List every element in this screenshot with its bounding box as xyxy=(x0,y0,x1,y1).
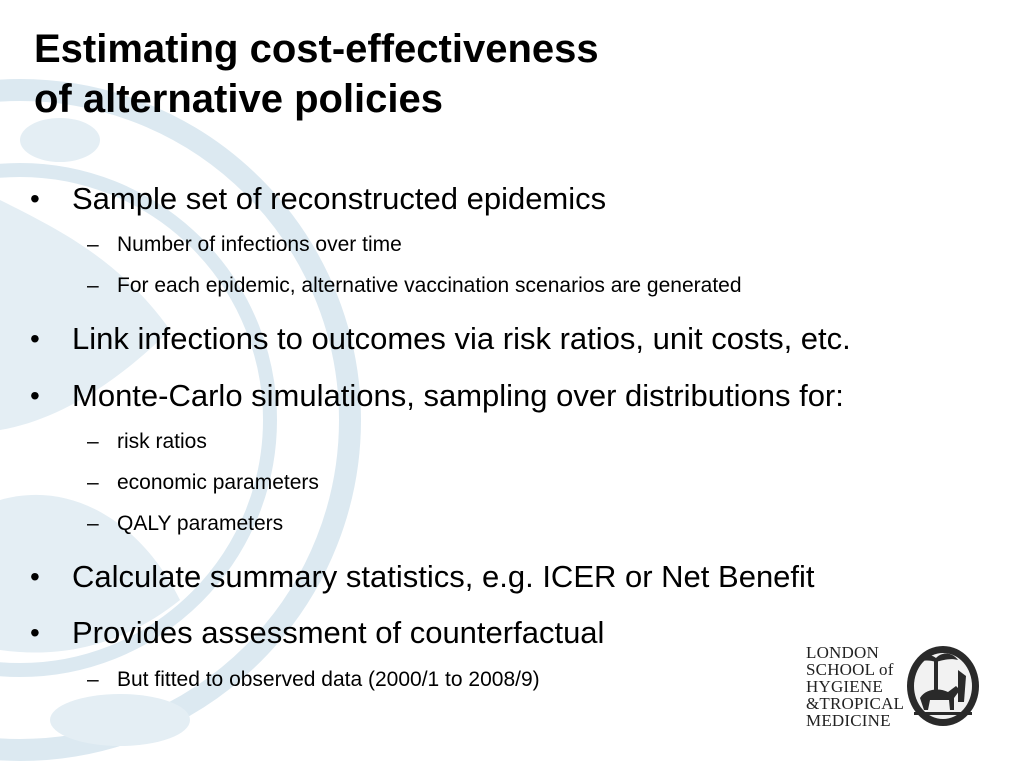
bullet-text: Provides assessment of counterfactual xyxy=(72,615,605,650)
logo-line: LONDON xyxy=(806,643,879,662)
sub-bullet-text: risk ratios xyxy=(117,430,207,453)
sub-bullet-item xyxy=(87,429,207,455)
logo-wordmark xyxy=(806,644,904,729)
sub-bullet-item xyxy=(87,232,402,258)
sub-bullet-text: For each epidemic, alternative vaccination scenarios are generated xyxy=(117,274,742,297)
crest-icon xyxy=(904,640,982,728)
sub-bullet-marker: – xyxy=(87,430,99,453)
bullet-text: Sample set of reconstructed epidemics xyxy=(72,181,607,216)
sub-bullet-marker: – xyxy=(87,471,99,494)
bullet-item xyxy=(30,320,851,358)
title-line-1: Estimating cost-effectiveness xyxy=(34,27,599,71)
logo-line: &TROPICAL xyxy=(806,694,905,713)
logo-line: SCHOOL of xyxy=(806,660,894,679)
sub-bullet-text: QALY parameters xyxy=(117,512,284,535)
sub-bullet-item xyxy=(87,470,319,496)
sub-bullet-text: But fitted to observed data (2000/1 to 2008/9) xyxy=(117,668,540,691)
sub-bullet-item xyxy=(87,667,540,693)
sub-bullet-marker: – xyxy=(87,233,99,256)
title-line-2: of alternative policies xyxy=(34,77,444,121)
bullet-marker: • xyxy=(30,561,40,592)
bullet-item xyxy=(30,377,844,415)
bullet-item xyxy=(30,558,815,596)
bullet-text: Monte-Carlo simulations, sampling over distributions for: xyxy=(72,378,844,413)
lshtm-logo xyxy=(806,640,986,732)
bullet-item xyxy=(30,180,607,218)
bullet-item xyxy=(30,614,605,652)
bullet-text: Link infections to outcomes via risk ratios, unit costs, etc. xyxy=(72,321,851,356)
bullet-marker: • xyxy=(30,323,40,354)
sub-bullet-marker: – xyxy=(87,668,99,691)
bullet-marker: • xyxy=(30,617,40,648)
sub-bullet-marker: – xyxy=(87,274,99,297)
sub-bullet-text: Number of infections over time xyxy=(117,233,402,256)
sub-bullet-text: economic parameters xyxy=(117,471,319,494)
sub-bullet-item xyxy=(87,511,284,537)
bullet-marker: • xyxy=(30,380,40,411)
bullet-marker: • xyxy=(30,183,40,214)
logo-line: HYGIENE xyxy=(806,677,883,696)
logo-line: MEDICINE xyxy=(806,711,891,730)
sub-bullet-marker: – xyxy=(87,512,99,535)
sub-bullet-item xyxy=(87,273,742,299)
bullet-text: Calculate summary statistics, e.g. ICER or Net Benefit xyxy=(72,559,815,594)
